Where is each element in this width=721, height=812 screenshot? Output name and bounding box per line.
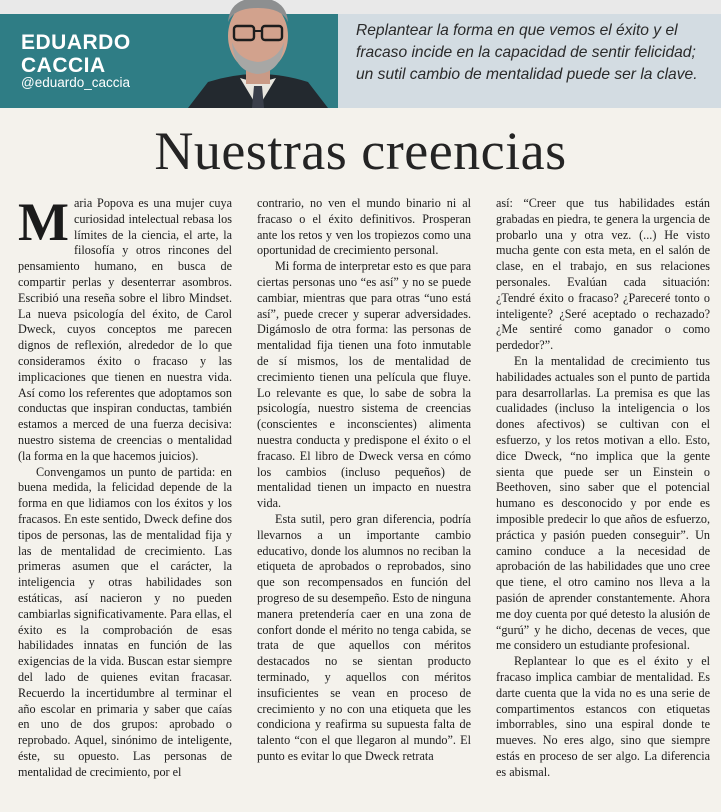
- paragraph: En la mentalidad de crecimiento tus habilidades actuales son el punto de partida para desarrollarlas. La premisa es que las cualidades (incluso la inteligencia o los dones afectivos) se cultivan con el esfuerzo, y los retos motivan a ello. Esto, dice Dweck, “no implica que la gente sienta que puede ser un Einstein o Beethoven, sino saber que el potencial humano es desconocido y por ende es imposible predecir lo que años de esfuerzo, práctica y pasión pueden conseguir”. Un camino conduce a la necesidad de aprobación de las habilidades que uno cree que tiene, el otro camino nos lleva a la pasión de aprender constantemente. Ahora me doy cuenta por qué detesto la alusión de “gurú” y he dicho, decenas de veces, que me considero un estudiante profesional.: [496, 353, 710, 653]
- author-photo: [178, 0, 338, 108]
- paragraph-text: aria Popova es una mujer cuya curiosidad intelectual rebasa los límites de la ciencia, el arte, la filosofía y otros rincones del pensamiento humano, en busca de compartir perlas y desenterrar asombros. Escribió una reseña sobre el libro Mindset. La nueva psicología del éxito, de Carol Dweck, cuyos conceptos me parecen dignos de reflexión, alrededor de lo que consideramos éxito o fracaso y las implicaciones que tienen en nuestra vida. Así como los referentes que adoptamos son conductas que inspiran conductas, también estamos a merced de una fuerza decisiva: nuestro sistema de creencias o mentalidad (la forma en la que hacemos juicios).: [18, 196, 232, 463]
- paragraph: Esta sutil, pero gran diferencia, podría llevarnos a un importante cambio educativo, donde los alumnos no reciban la etiqueta de aprobados o reprobados, sino que son recompensados en función del progreso de su desempeño. Esto de ninguna manera pretendería caer en una zona de confort donde el mérito no tenga cabida, se trata de que aquellos con méritos destacados no se sientan producto terminado, y aquellos con méritos insuficientes se vean en proceso de crecimiento y no con una etiqueta que les condiciona y reafirma su supuesta falta de talento “con el que llegaron al mundo”. El punto es evitar lo que Dweck retrata: [257, 511, 471, 763]
- paragraph: Convengamos un punto de partida: en buena medida, la felicidad depende de la forma en que lidiamos con los éxitos y los fracasos. En este sentido, Dweck define dos tipos de personas, las de mentalidad fija y las de mentalidad de crecimiento. Las primeras asumen que el carácter, la inteligencia y otras habilidades son estáticas, así nacieron y no pueden cambiarlas significativamente. Para ellas, el éxito es la comprobación de esas habilidades innatas en función de las exigencias de la vida. Buscan estar siempre del lado de quienes evitan fracasar. Recuerdo la incertidumbre al terminar el año escolar en primaria y saber que caías en uno de dos grupos: aprobado o reprobado. Aquel, sinónimo de inteligente, éste, su opuesto. Las personas de mentalidad de crecimiento, por el: [18, 464, 232, 779]
- paragraph: Replantear lo que es el éxito y el fracaso implica cambiar de mentalidad. Es darte cuenta que la vida no es una serie de compartimentos estancos con etiquetas imborrables, sino una espiral donde te mueves. No eres algo, sino que siempre estás en proceso de ser algo. La diferencia es abismal.: [496, 654, 710, 779]
- header: [0, 0, 721, 108]
- author-handle: @eduardo_caccia: [21, 75, 131, 90]
- article-column-2: [257, 196, 471, 765]
- paragraph: así: “Creer que tus habilidades están grabadas en piedra, te genera la urgencia de probarlo una y otra vez. (...) He visto mucha gente con esta meta, en el salón de clase, en el trabajo, en sus relaciones personales. Evalúan cada situación: ¿Tendré éxito o fracaso? ¿Pareceré tonto o inteligente? ¿Seré aceptado o rechazado? ¿Me sentiré como ganador o como perdedor?”.: [496, 196, 710, 353]
- drop-cap: M: [18, 192, 69, 252]
- article-column-3: [496, 196, 710, 780]
- deck-box: [338, 14, 721, 108]
- paragraph: contrario, no ven el mundo binario ni al fracaso o el éxito definitivos. Prosperan ante los retos y ven los tropiezos como una oportunidad de crecimiento personal.: [257, 196, 471, 258]
- deck-text: Replantear la forma en que vemos el éxito y el fracaso incide en la capacidad de sentir felicidad; un sutil cambio de mentalidad puede ser la clave.: [356, 22, 698, 83]
- author-name-line2: CACCIA: [21, 54, 106, 77]
- author-name: [21, 31, 131, 77]
- author-name-line1: EDUARDO: [21, 31, 131, 54]
- paragraph: [18, 192, 232, 465]
- article-title: Nuestras creencias: [154, 121, 567, 181]
- paragraph: Mi forma de interpretar esto es que para ciertas personas uno “es así” y no se puede cambiar, mientras que para otras “uno está así”, puede crecer y superar adversidades. Digámoslo de otra forma: las personas de mentalidad fija tienen una foto inmutable de sí mismos, los de mentalidad de crecimiento tienen una película que fluye. Lo relevante es que, lo sabe de sobra la psicología, nuestro sistema de creencias (conscientes e inconscientes) alimenta nuestra conducta y predispone el éxito o el fracaso. El libro de Dweck versa en cómo los cambios (incluso pequeños) de mentalidad tienen un impacto en nuestra vida.: [257, 259, 471, 511]
- article-column-1: [18, 192, 232, 780]
